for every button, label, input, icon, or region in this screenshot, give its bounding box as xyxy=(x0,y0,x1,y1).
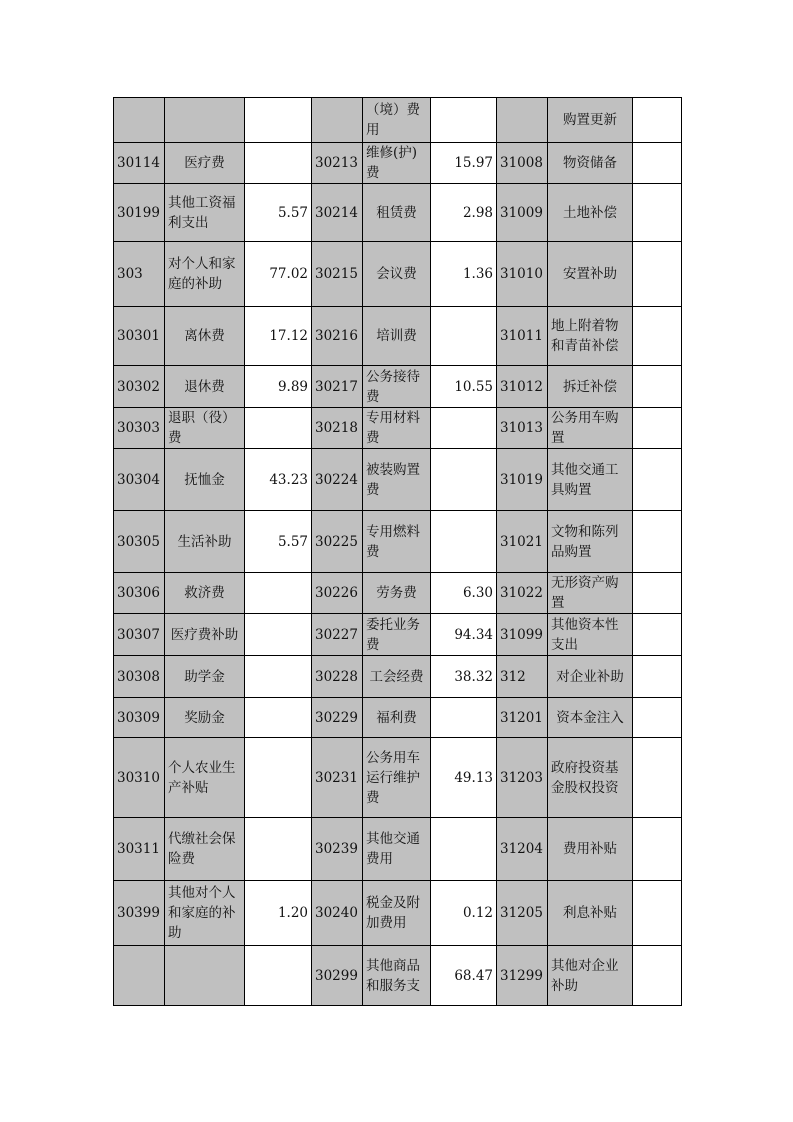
table-row xyxy=(114,184,682,242)
col3-name xyxy=(548,366,633,408)
col3-name xyxy=(548,698,633,738)
col2-amount xyxy=(431,818,497,881)
col3-amount xyxy=(633,408,682,449)
col2-code: 30299 xyxy=(312,946,363,1006)
col3-code: 31021 xyxy=(497,511,548,573)
col1-amount: 17.12 xyxy=(245,307,312,366)
col2-name xyxy=(363,573,431,614)
col1-code: 30305 xyxy=(114,511,165,573)
col1-name-text: 救济费 xyxy=(184,585,225,601)
col3-name xyxy=(548,614,633,656)
col2-name-text: 公务接待费 xyxy=(366,368,420,405)
col3-amount xyxy=(633,307,682,366)
col2-name-text: 维修(护)费 xyxy=(366,145,418,181)
col2-name xyxy=(363,184,431,242)
col3-name xyxy=(548,818,633,881)
table-row xyxy=(114,511,682,573)
col1-name xyxy=(165,449,245,511)
col1-name xyxy=(165,881,245,946)
col3-name xyxy=(548,184,633,242)
col3-amount xyxy=(633,98,682,143)
col2-code: 30218 xyxy=(312,408,363,449)
col2-name-text: 其他商品和服务支 xyxy=(366,957,420,994)
col2-code: 30240 xyxy=(312,881,363,946)
col3-amount xyxy=(633,511,682,573)
table-row xyxy=(114,98,682,143)
col3-amount xyxy=(633,614,682,656)
col3-name-text: 地上附着物和青苗补偿 xyxy=(551,318,619,354)
col3-amount xyxy=(633,946,682,1006)
col1-name xyxy=(165,656,245,698)
col1-code: 30114 xyxy=(114,143,165,184)
col1-code: 30301 xyxy=(114,307,165,366)
col3-amount xyxy=(633,738,682,818)
col2-name xyxy=(363,242,431,307)
col1-amount xyxy=(245,143,312,184)
col3-name-text: 费用补贴 xyxy=(563,841,617,857)
col2-amount: 2.98 xyxy=(431,184,497,242)
col1-amount xyxy=(245,614,312,656)
col1-name xyxy=(165,307,245,366)
col1-name-text: 其他对个人和家庭的补助 xyxy=(168,885,236,941)
col3-amount xyxy=(633,184,682,242)
col3-name-text: 购置更新 xyxy=(563,112,617,128)
col1-amount: 9.89 xyxy=(245,366,312,408)
table-row xyxy=(114,573,682,614)
col1-name xyxy=(165,242,245,307)
col3-name-text: 拆迁补偿 xyxy=(563,378,617,395)
col2-name xyxy=(363,614,431,656)
col1-amount xyxy=(245,656,312,698)
col2-amount: 94.34 xyxy=(431,614,497,656)
col2-code: 30213 xyxy=(312,143,363,184)
col3-name-text: 文物和陈列品购置 xyxy=(551,523,619,560)
col1-name-text: 退休费 xyxy=(184,378,225,395)
col3-amount xyxy=(633,242,682,307)
col3-code xyxy=(497,98,548,143)
col2-code: 30228 xyxy=(312,656,363,698)
table-row xyxy=(114,881,682,946)
table-row xyxy=(114,614,682,656)
col2-name-text: 租赁费 xyxy=(376,204,417,221)
col2-name-text: 会议费 xyxy=(376,266,417,282)
col3-amount xyxy=(633,449,682,511)
col3-code: 31022 xyxy=(497,573,548,614)
col2-name xyxy=(363,511,431,573)
col1-amount: 43.23 xyxy=(245,449,312,511)
col1-amount xyxy=(245,738,312,818)
col1-code: 30307 xyxy=(114,614,165,656)
col3-code: 31203 xyxy=(497,738,548,818)
col3-code: 31299 xyxy=(497,946,548,1006)
col2-amount xyxy=(431,408,497,449)
col3-amount xyxy=(633,818,682,881)
col1-name xyxy=(165,143,245,184)
col2-amount: 6.30 xyxy=(431,573,497,614)
col1-amount xyxy=(245,98,312,143)
col2-amount xyxy=(431,698,497,738)
col2-code: 30239 xyxy=(312,818,363,881)
col1-name-text: 奖励金 xyxy=(184,709,225,726)
col3-name-text: 公务用车购置 xyxy=(551,410,619,446)
table-row xyxy=(114,946,682,1006)
col2-name xyxy=(363,698,431,738)
col2-name-text: 税金及附加费用 xyxy=(366,895,420,931)
col1-name-text: 离休费 xyxy=(184,328,225,344)
col2-code: 30229 xyxy=(312,698,363,738)
col3-code: 312 xyxy=(497,656,548,698)
col3-code: 31011 xyxy=(497,307,548,366)
col1-code: 30311 xyxy=(114,818,165,881)
col2-name xyxy=(363,307,431,366)
col2-name xyxy=(363,818,431,881)
col1-name xyxy=(165,184,245,242)
col3-code: 31008 xyxy=(497,143,548,184)
col3-name xyxy=(548,449,633,511)
col1-amount xyxy=(245,818,312,881)
col1-name xyxy=(165,614,245,656)
col3-amount xyxy=(633,573,682,614)
col1-name xyxy=(165,573,245,614)
col2-amount xyxy=(431,449,497,511)
table-row xyxy=(114,656,682,698)
col2-code: 30214 xyxy=(312,184,363,242)
table-row xyxy=(114,818,682,881)
col3-code: 31204 xyxy=(497,818,548,881)
col1-name xyxy=(165,698,245,738)
col1-code: 30304 xyxy=(114,449,165,511)
col1-code: 30199 xyxy=(114,184,165,242)
col3-code: 31201 xyxy=(497,698,548,738)
col1-amount xyxy=(245,408,312,449)
col2-amount xyxy=(431,307,497,366)
col1-name xyxy=(165,818,245,881)
col3-code: 31009 xyxy=(497,184,548,242)
col2-amount: 1.36 xyxy=(431,242,497,307)
col2-name-text: 培训费 xyxy=(376,328,417,344)
col2-code: 30217 xyxy=(312,366,363,408)
col2-amount: 68.47 xyxy=(431,946,497,1006)
col1-name-text: 其他工资福利支出 xyxy=(168,194,236,231)
col2-code: 30231 xyxy=(312,738,363,818)
col1-code: 303 xyxy=(114,242,165,307)
col1-amount: 5.57 xyxy=(245,511,312,573)
col2-code: 30216 xyxy=(312,307,363,366)
table-row xyxy=(114,698,682,738)
col2-amount: 0.12 xyxy=(431,881,497,946)
col1-amount xyxy=(245,573,312,614)
col3-name xyxy=(548,656,633,698)
col1-name-text: 代缴社会保险费 xyxy=(168,831,236,867)
col2-code: 30226 xyxy=(312,573,363,614)
col1-name-text: 生活补助 xyxy=(177,533,232,550)
col1-name-text: 抚恤金 xyxy=(184,471,225,488)
col3-name-text: 其他对企业补助 xyxy=(551,957,619,994)
col2-amount xyxy=(431,98,497,143)
col2-name-text: 福利费 xyxy=(376,709,417,726)
col3-amount xyxy=(633,656,682,698)
col2-name-text: 公务用车运行维护费 xyxy=(366,749,420,806)
col1-code: 30306 xyxy=(114,573,165,614)
col3-name xyxy=(548,98,633,143)
col3-amount xyxy=(633,881,682,946)
col2-name-text: 工会经费 xyxy=(369,668,424,685)
col1-amount xyxy=(245,698,312,738)
col3-code: 31205 xyxy=(497,881,548,946)
table-row xyxy=(114,307,682,366)
col2-name-text: （境）费用 xyxy=(366,102,420,138)
col1-name xyxy=(165,98,245,143)
col1-code: 30303 xyxy=(114,408,165,449)
col2-amount: 15.97 xyxy=(431,143,497,184)
col2-name xyxy=(363,408,431,449)
table-row xyxy=(114,366,682,408)
col1-code xyxy=(114,946,165,1006)
col3-name xyxy=(548,511,633,573)
col3-name-text: 政府投资基金股权投资 xyxy=(551,759,619,796)
col3-code: 31013 xyxy=(497,408,548,449)
budget-expenditure-table xyxy=(113,97,682,1006)
col1-name xyxy=(165,946,245,1006)
col1-name xyxy=(165,366,245,408)
col3-name xyxy=(548,738,633,818)
table-row xyxy=(114,143,682,184)
col2-name xyxy=(363,143,431,184)
col1-amount xyxy=(245,946,312,1006)
col2-code: 30215 xyxy=(312,242,363,307)
col3-code: 31099 xyxy=(497,614,548,656)
col1-name-text: 医疗费 xyxy=(184,155,225,171)
col3-code: 31012 xyxy=(497,366,548,408)
col2-name xyxy=(363,656,431,698)
col2-name-text: 委托业务费 xyxy=(366,616,420,653)
col1-name-text: 个人农业生产补贴 xyxy=(168,759,236,796)
col2-name xyxy=(363,738,431,818)
col1-code: 30399 xyxy=(114,881,165,946)
col3-name xyxy=(548,242,633,307)
col3-amount xyxy=(633,143,682,184)
col1-code: 30310 xyxy=(114,738,165,818)
col3-name-text: 对企业补助 xyxy=(556,668,624,685)
col1-code: 30309 xyxy=(114,698,165,738)
col3-name xyxy=(548,573,633,614)
col2-code: 30224 xyxy=(312,449,363,511)
col2-code: 30225 xyxy=(312,511,363,573)
col3-name xyxy=(548,143,633,184)
col3-code: 31010 xyxy=(497,242,548,307)
col3-name-text: 物资储备 xyxy=(563,155,617,171)
col2-amount: 38.32 xyxy=(431,656,497,698)
table-row xyxy=(114,242,682,307)
col3-name xyxy=(548,408,633,449)
col1-name-text: 医疗费补助 xyxy=(170,626,239,643)
col1-name xyxy=(165,738,245,818)
col3-name-text: 资本金注入 xyxy=(556,709,624,726)
col3-name-text: 利息补贴 xyxy=(563,905,617,921)
col2-name-text: 劳务费 xyxy=(376,585,417,601)
col1-name xyxy=(165,511,245,573)
table-row xyxy=(114,738,682,818)
col3-name xyxy=(548,881,633,946)
col2-name xyxy=(363,881,431,946)
col2-amount xyxy=(431,511,497,573)
col3-name-text: 土地补偿 xyxy=(563,204,617,221)
col2-name xyxy=(363,946,431,1006)
col3-name-text: 无形资产购置 xyxy=(551,575,619,611)
col3-amount xyxy=(633,366,682,408)
col1-amount: 77.02 xyxy=(245,242,312,307)
col3-name-text: 其他资本性支出 xyxy=(551,616,619,653)
col1-amount: 5.57 xyxy=(245,184,312,242)
col3-code: 31019 xyxy=(497,449,548,511)
col1-name-text: 退职（役）费 xyxy=(168,410,236,446)
col1-amount: 1.20 xyxy=(245,881,312,946)
col1-name-text: 对个人和家庭的补助 xyxy=(168,256,236,292)
col2-amount: 49.13 xyxy=(431,738,497,818)
col3-amount xyxy=(633,698,682,738)
col2-name xyxy=(363,98,431,143)
col2-name xyxy=(363,366,431,408)
col2-code: 30227 xyxy=(312,614,363,656)
col2-amount: 10.55 xyxy=(431,366,497,408)
col3-name xyxy=(548,946,633,1006)
col3-name-text: 其他交通工具购置 xyxy=(551,461,619,498)
col3-name xyxy=(548,307,633,366)
col1-code: 30302 xyxy=(114,366,165,408)
table-row xyxy=(114,408,682,449)
col2-name-text: 专用材料费 xyxy=(366,410,420,446)
col1-code: 30308 xyxy=(114,656,165,698)
col2-code xyxy=(312,98,363,143)
col1-code xyxy=(114,98,165,143)
col3-name-text: 安置补助 xyxy=(563,266,617,282)
col2-name-text: 其他交通费用 xyxy=(366,831,420,867)
col1-name xyxy=(165,408,245,449)
col1-name-text: 助学金 xyxy=(184,668,225,685)
table-row xyxy=(114,449,682,511)
col2-name-text: 被装购置费 xyxy=(366,461,420,498)
col2-name-text: 专用燃料费 xyxy=(366,523,420,560)
col2-name xyxy=(363,449,431,511)
